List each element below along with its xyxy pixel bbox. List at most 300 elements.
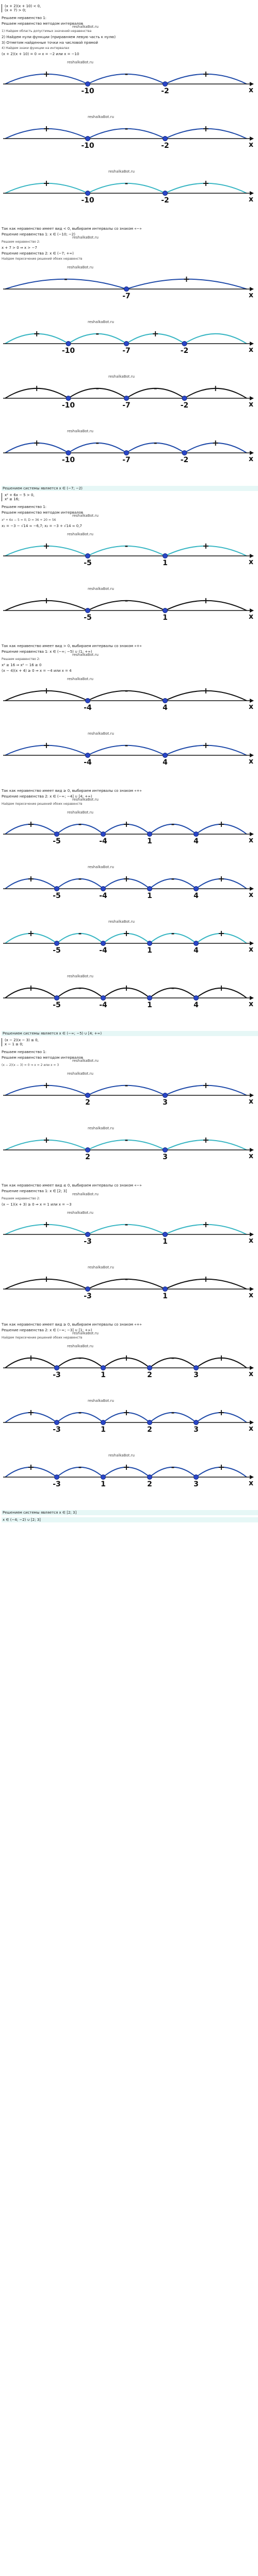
sign-label: +: [43, 1219, 50, 1229]
text-line: Решаем неравенство 1:: [2, 1050, 47, 1054]
text-line: Так как неравенство имеет вид > 0, выбираем интервалы со знаком «+»: [2, 644, 142, 648]
axis-point: [163, 1093, 168, 1098]
sign-label: +: [27, 928, 35, 938]
axis-point: [163, 554, 168, 558]
tick-label: -3: [84, 1292, 92, 1300]
number-line-axis: [0, 317, 258, 357]
tick-label: 3: [163, 1098, 168, 1107]
tick-label: -7: [122, 292, 131, 300]
tick-label: -7: [122, 456, 131, 464]
watermark: reshalkaBot.ru: [72, 514, 99, 518]
tick-label: -3: [53, 1480, 61, 1488]
axis-x-label: x: [249, 455, 254, 463]
number-line-axis: [0, 1396, 258, 1436]
tick-label: 4: [194, 946, 199, 955]
axis-arrow-icon: [250, 342, 254, 346]
sign-label: -: [78, 874, 82, 884]
axis-point: [148, 832, 152, 837]
sign-label: +: [123, 1462, 130, 1472]
watermark: reshalkaBot.ru: [67, 1072, 93, 1076]
sign-label: -: [153, 383, 157, 393]
sign-label: -: [64, 274, 68, 284]
inequality-system: [2, 4, 41, 12]
sign-label: -: [78, 819, 82, 829]
sign-label: +: [218, 1462, 225, 1472]
axis-point: [101, 1475, 106, 1480]
sign-label: +: [202, 686, 209, 696]
axis-x-label: x: [249, 195, 254, 204]
tick-label: -7: [122, 347, 131, 355]
axis-point: [101, 832, 106, 837]
axis-arrow-icon: [250, 941, 254, 945]
sign-label: -: [171, 874, 175, 884]
text-line: x² ≥ 16 ⇒ x² − 16 ≥ 0: [2, 663, 42, 667]
sign-label: +: [27, 1462, 35, 1472]
axis-point: [163, 608, 168, 613]
number-line-axis: [0, 57, 258, 97]
sign-label: -: [124, 69, 128, 79]
watermark: reshalkaBot.ru: [72, 1192, 99, 1196]
axis-arrow-icon: [250, 887, 254, 891]
sign-label: +: [33, 383, 40, 393]
sign-label: +: [218, 928, 225, 938]
sign-label: -: [95, 329, 100, 338]
sign-label: -: [78, 928, 82, 938]
sign-label: -: [171, 983, 175, 993]
axis-point: [55, 1475, 59, 1480]
number-line-axis: [0, 426, 258, 466]
tick-label: -5: [84, 614, 92, 622]
number-line-axis: [0, 807, 258, 848]
text-line: Решаем неравенство методом интервалов: [2, 1056, 84, 1060]
tick-label: 3: [163, 1153, 168, 1161]
sign-label: +: [33, 329, 40, 338]
axis-point: [86, 699, 90, 703]
number-line-axis: [0, 1123, 258, 1163]
axis-x-label: x: [249, 346, 254, 354]
tick-label: 3: [194, 1426, 199, 1434]
tick-label: -4: [84, 758, 92, 767]
axis-point: [86, 1232, 90, 1237]
tick-label: 1: [101, 1371, 106, 1379]
sign-label: -: [171, 928, 175, 938]
sign-label: -: [124, 1135, 128, 1145]
sign-label: -: [124, 1080, 128, 1090]
sign-label: +: [43, 178, 50, 188]
watermark: reshalkaBot.ru: [88, 732, 114, 736]
final-answer: x ∈ (−4; −2) ∪ [2; 3]: [2, 1517, 258, 1522]
watermark: reshalkaBot.ru: [72, 25, 99, 29]
sign-label: -: [95, 438, 100, 448]
sign-label: -: [124, 1274, 128, 1284]
axis-point: [66, 396, 71, 401]
system-row: (x − 2)(x − 3) ≤ 0,: [5, 1038, 39, 1042]
sign-label: -: [95, 383, 100, 393]
watermark: reshalkaBot.ru: [67, 1344, 93, 1348]
watermark: reshalkaBot.ru: [67, 1211, 93, 1215]
axis-arrow-icon: [250, 451, 254, 455]
number-line-axis: [0, 529, 258, 569]
tick-label: -2: [180, 347, 189, 355]
sign-arc: [185, 334, 247, 344]
text-line: Решаем неравенство методом интервалов: [2, 22, 84, 26]
axis-point: [86, 753, 90, 758]
axis-point: [148, 887, 152, 891]
axis-point: [55, 1420, 59, 1425]
sign-label: +: [33, 438, 40, 448]
axis-point: [194, 832, 199, 837]
tick-label: 3: [194, 1480, 199, 1488]
text-line: Решаем неравенство 1:: [2, 505, 47, 509]
axis-arrow-icon: [250, 832, 254, 836]
axis-point: [182, 342, 187, 346]
watermark: reshalkaBot.ru: [67, 265, 93, 269]
axis-x-label: x: [249, 400, 254, 409]
tick-label: 1: [147, 1001, 152, 1009]
axis-point: [124, 342, 129, 346]
text-line: 4) Найдем знаки функции на интервалах: [2, 46, 70, 50]
axis-x-label: x: [249, 1236, 254, 1245]
watermark: reshalkaBot.ru: [72, 1059, 99, 1063]
axis-x-label: x: [249, 1425, 254, 1433]
axis-point: [55, 996, 59, 1001]
sign-label: +: [123, 819, 130, 829]
number-line-axis: [0, 971, 258, 1011]
watermark: reshalkaBot.ru: [88, 865, 114, 869]
tick-label: 2: [147, 1426, 152, 1434]
axis-x-label: x: [249, 613, 254, 621]
axis-arrow-icon: [250, 137, 254, 141]
axis-point: [86, 1287, 90, 1292]
sign-label: +: [202, 541, 209, 551]
tick-label: -3: [53, 1371, 61, 1379]
axis-point: [55, 832, 59, 837]
tick-label: 2: [85, 1098, 90, 1107]
tick-label: -5: [84, 559, 92, 567]
text-line: Решаем неравенство методом интервалов: [2, 511, 84, 515]
axis-point: [124, 287, 129, 292]
sign-label: +: [183, 274, 190, 284]
text-line: (x − 4)(x + 4) ≥ 0 ⇒ x = −4 или x = 4: [2, 669, 72, 673]
system-row: x² ≥ 16;: [5, 497, 20, 501]
system-row: x − 1 ≥ 0;: [5, 1042, 24, 1046]
tick-label: 1: [147, 946, 152, 955]
tick-label: 1: [163, 559, 168, 567]
text-line: Решение неравенства 1: x ∈ (−∞; −5) ∪ (1; +∞): [2, 650, 92, 654]
watermark: reshalkaBot.ru: [67, 429, 93, 433]
axis-point: [101, 941, 106, 946]
watermark: reshalkaBot.ru: [108, 375, 135, 379]
tick-label: -2: [180, 456, 189, 464]
text-line: Решение неравенства 2: x ∈ (−∞; −4] ∪ [4; +∞): [2, 794, 92, 799]
axis-arrow-icon: [250, 608, 254, 613]
axis-point: [101, 1366, 106, 1370]
sign-label: +: [218, 1408, 225, 1417]
axis-arrow-icon: [250, 1148, 254, 1152]
tick-label: 1: [163, 1292, 168, 1300]
sign-label: +: [218, 874, 225, 884]
text-line: 1) Найдем область допустимых значений неравенства: [2, 29, 92, 33]
tick-label: 3: [194, 1371, 199, 1379]
sign-label: +: [43, 541, 50, 551]
axis-point: [194, 887, 199, 891]
watermark: reshalkaBot.ru: [88, 115, 114, 119]
tick-label: -5: [53, 1001, 61, 1009]
sign-label: +: [43, 1135, 50, 1145]
text-line: Решаем неравенство 2:: [2, 1197, 40, 1200]
axis-point: [86, 554, 90, 558]
number-line-axis: [0, 584, 258, 624]
watermark: reshalkaBot.ru: [67, 974, 93, 978]
tick-label: 2: [85, 1153, 90, 1161]
sign-label: +: [202, 596, 209, 605]
number-line-axis: [0, 1069, 258, 1109]
tick-label: -10: [81, 142, 94, 150]
axis-point: [194, 1366, 199, 1370]
inequality-system: [2, 1038, 39, 1046]
sign-label: -: [124, 686, 128, 696]
axis-arrow-icon: [250, 753, 254, 757]
sign-label: +: [27, 983, 35, 993]
text-line: Решаем неравенство 1:: [2, 16, 47, 20]
sign-label: +: [202, 69, 209, 79]
inequality-system: [2, 493, 35, 501]
axis-point: [55, 941, 59, 946]
axis-x-label: x: [249, 757, 254, 766]
sign-label: -: [124, 596, 128, 605]
sign-label: +: [123, 874, 130, 884]
axis-x-label: x: [249, 703, 254, 711]
axis-point: [124, 451, 129, 455]
tick-label: -5: [53, 892, 61, 900]
text-line: Решение неравенства 2: x ∈ (−∞; −3] ∪ [1; +∞): [2, 1328, 92, 1332]
sign-label: -: [171, 819, 175, 829]
text-line: (x − 2)(x − 3) = 0 ⇒ x = 2 или x = 3: [2, 1063, 59, 1067]
axis-point: [163, 137, 168, 141]
watermark: reshalkaBot.ru: [72, 653, 99, 657]
tick-label: -4: [99, 837, 107, 845]
tick-label: 2: [147, 1371, 152, 1379]
sign-label: +: [218, 983, 225, 993]
axis-point: [66, 451, 71, 455]
sign-label: +: [43, 740, 50, 750]
sign-label: +: [202, 178, 209, 188]
axis-point: [55, 1366, 59, 1370]
sign-label: +: [123, 1353, 130, 1363]
axis-point: [163, 1148, 168, 1153]
tick-label: -4: [99, 892, 107, 900]
axis-arrow-icon: [250, 396, 254, 400]
answer-line: Решением системы является x ∈ [2; 3]: [2, 1510, 258, 1515]
axis-x-label: x: [249, 1152, 254, 1160]
axis-point: [163, 699, 168, 703]
text-line: Решение неравенства 1: x ∈ (−10; −2): [2, 232, 75, 236]
watermark: reshalkaBot.ru: [67, 60, 93, 64]
tick-label: 4: [163, 704, 168, 712]
tick-label: 4: [194, 1001, 199, 1009]
tick-label: -4: [99, 1001, 107, 1009]
axis-arrow-icon: [250, 82, 254, 86]
text-line: Так как неравенство имеет вид ≤ 0, выбираем интервалы со знаком «−»: [2, 1183, 142, 1188]
tick-label: -2: [161, 142, 169, 150]
axis-arrow-icon: [250, 1093, 254, 1097]
tick-label: -10: [61, 456, 75, 464]
tick-label: 4: [194, 837, 199, 845]
sign-label: -: [124, 124, 128, 133]
axis-arrow-icon: [250, 699, 254, 703]
tick-label: -3: [53, 1426, 61, 1434]
sign-label: -: [124, 1219, 128, 1229]
sign-label: -: [124, 178, 128, 188]
sign-label: -: [153, 438, 157, 448]
axis-point: [86, 82, 90, 87]
tick-label: -4: [99, 946, 107, 955]
system-row: (x + 7) > 0;: [5, 8, 26, 12]
axis-arrow-icon: [250, 1232, 254, 1236]
text-line: 2) Найдем нули функции (приравняем левую часть к нулю): [2, 35, 116, 39]
sign-label: +: [218, 819, 225, 829]
axis-point: [194, 996, 199, 1001]
axis-point: [163, 753, 168, 758]
axis-point: [163, 1287, 168, 1292]
sign-label: +: [27, 819, 35, 829]
text-line: x² + 6x − 5 = 0; D = 36 + 20 = 56: [2, 518, 56, 522]
tick-label: 1: [147, 837, 152, 845]
axis-point: [124, 396, 129, 401]
watermark: reshalkaBot.ru: [67, 810, 93, 815]
axis-point: [148, 941, 152, 946]
tick-label: -2: [161, 196, 169, 205]
answer-line: Решением системы является x ∈ (−7; −2): [2, 486, 258, 491]
axis-x-label: x: [249, 86, 254, 94]
axis-point: [148, 1475, 152, 1480]
tick-label: -10: [61, 347, 75, 355]
answer-line: Решением системы является x ∈ (−∞; −5) ∪ [4; +∞): [2, 1031, 258, 1036]
axis-point: [55, 887, 59, 891]
axis-point: [66, 342, 71, 346]
axis-x-label: x: [249, 1291, 254, 1299]
number-line-axis: [0, 262, 258, 302]
axis-arrow-icon: [250, 1420, 254, 1425]
text-line: x + 7 > 0 ⇒ x > −7: [2, 246, 37, 250]
text-line: Найдем пересечение решений обоих неравенств: [2, 802, 83, 806]
axis-point: [148, 1366, 152, 1370]
sign-label: -: [171, 1462, 175, 1472]
watermark: reshalkaBot.ru: [88, 320, 114, 324]
axis-point: [148, 1420, 152, 1425]
axis-point: [194, 941, 199, 946]
watermark: reshalkaBot.ru: [67, 677, 93, 681]
tick-label: 1: [147, 892, 152, 900]
sign-label: +: [212, 383, 219, 393]
tick-label: -10: [81, 87, 94, 95]
axis-x-label: x: [249, 1000, 254, 1008]
sign-label: +: [123, 928, 130, 938]
tick-label: 4: [194, 892, 199, 900]
sign-label: +: [43, 686, 50, 696]
axis-point: [86, 608, 90, 613]
text-line: x₁ = −3 − √14 ≈ −6,7; x₂ = −3 + √14 ≈ 0,7: [2, 524, 82, 528]
system-row: x² + 6x − 5 > 0,: [5, 493, 35, 497]
sign-label: +: [27, 874, 35, 884]
sign-label: +: [43, 596, 50, 605]
sign-label: -: [78, 1462, 82, 1472]
number-line-axis: [0, 112, 258, 152]
sign-label: +: [202, 740, 209, 750]
sign-label: +: [202, 1080, 209, 1090]
axis-point: [182, 396, 187, 401]
number-line-axis: [0, 862, 258, 902]
text-line: Решаем неравенство 2:: [2, 657, 40, 661]
system-row: (x + 2)(x + 10) < 0,: [5, 4, 41, 8]
axis-point: [182, 451, 187, 455]
text-line: (x + 2)(x + 10) = 0 ⇒ x = −2 или x = −10: [2, 52, 79, 56]
watermark: reshalkaBot.ru: [72, 798, 99, 802]
sign-label: +: [27, 1408, 35, 1417]
text-line: Так как неравенство имеет вид ≥ 0, выбираем интервалы со знаком «+»: [2, 1323, 142, 1327]
sign-label: +: [27, 1353, 35, 1363]
sign-label: -: [78, 1408, 82, 1417]
text-line: Так как неравенство имеет вид < 0, выбираем интервалы со знаком «−»: [2, 227, 142, 231]
tick-label: 2: [147, 1480, 152, 1488]
sign-label: -: [171, 1408, 175, 1417]
axis-point: [101, 1420, 106, 1425]
axis-x-label: x: [249, 558, 254, 566]
axis-arrow-icon: [250, 996, 254, 1000]
sign-label: +: [152, 329, 159, 338]
watermark: reshalkaBot.ru: [72, 235, 99, 240]
number-line-axis: [0, 1262, 258, 1302]
watermark: reshalkaBot.ru: [72, 1331, 99, 1335]
tick-label: -4: [84, 704, 92, 712]
axis-x-label: x: [249, 836, 254, 844]
tick-label: -5: [53, 837, 61, 845]
watermark: reshalkaBot.ru: [88, 1399, 114, 1403]
tick-label: 4: [163, 758, 168, 767]
watermark: reshalkaBot.ru: [67, 532, 93, 536]
axis-point: [86, 137, 90, 141]
sign-label: -: [78, 983, 82, 993]
sign-label: +: [43, 124, 50, 133]
sign-label: -: [124, 541, 128, 551]
watermark: reshalkaBot.ru: [108, 1453, 135, 1458]
axis-arrow-icon: [250, 287, 254, 291]
axis-arrow-icon: [250, 1366, 254, 1370]
tick-label: -7: [122, 401, 131, 410]
sign-label: +: [218, 1353, 225, 1363]
sign-label: +: [202, 1219, 209, 1229]
sign-label: +: [123, 1408, 130, 1417]
watermark: reshalkaBot.ru: [88, 1126, 114, 1130]
sign-label: +: [202, 1135, 209, 1145]
sign-label: +: [43, 69, 50, 79]
number-line-axis: [0, 1208, 258, 1248]
sign-label: -: [171, 1353, 175, 1363]
sign-label: +: [43, 1274, 50, 1284]
axis-point: [163, 1232, 168, 1237]
axis-x-label: x: [249, 945, 254, 954]
number-line-axis: [0, 1341, 258, 1381]
text-line: Решение неравенства 2: x ∈ (−7; +∞): [2, 251, 74, 256]
axis-point: [194, 1420, 199, 1425]
axis-point: [148, 996, 152, 1001]
text-line: Найдем пересечение решений обоих неравенств: [2, 257, 83, 261]
text-line: (x − 1)(x + 3) ≥ 0 ⇒ x = 1 или x = −3: [2, 1202, 72, 1207]
axis-x-label: x: [249, 1479, 254, 1487]
number-line-axis: [0, 674, 258, 714]
watermark: reshalkaBot.ru: [88, 587, 114, 591]
tick-label: -10: [81, 196, 94, 205]
